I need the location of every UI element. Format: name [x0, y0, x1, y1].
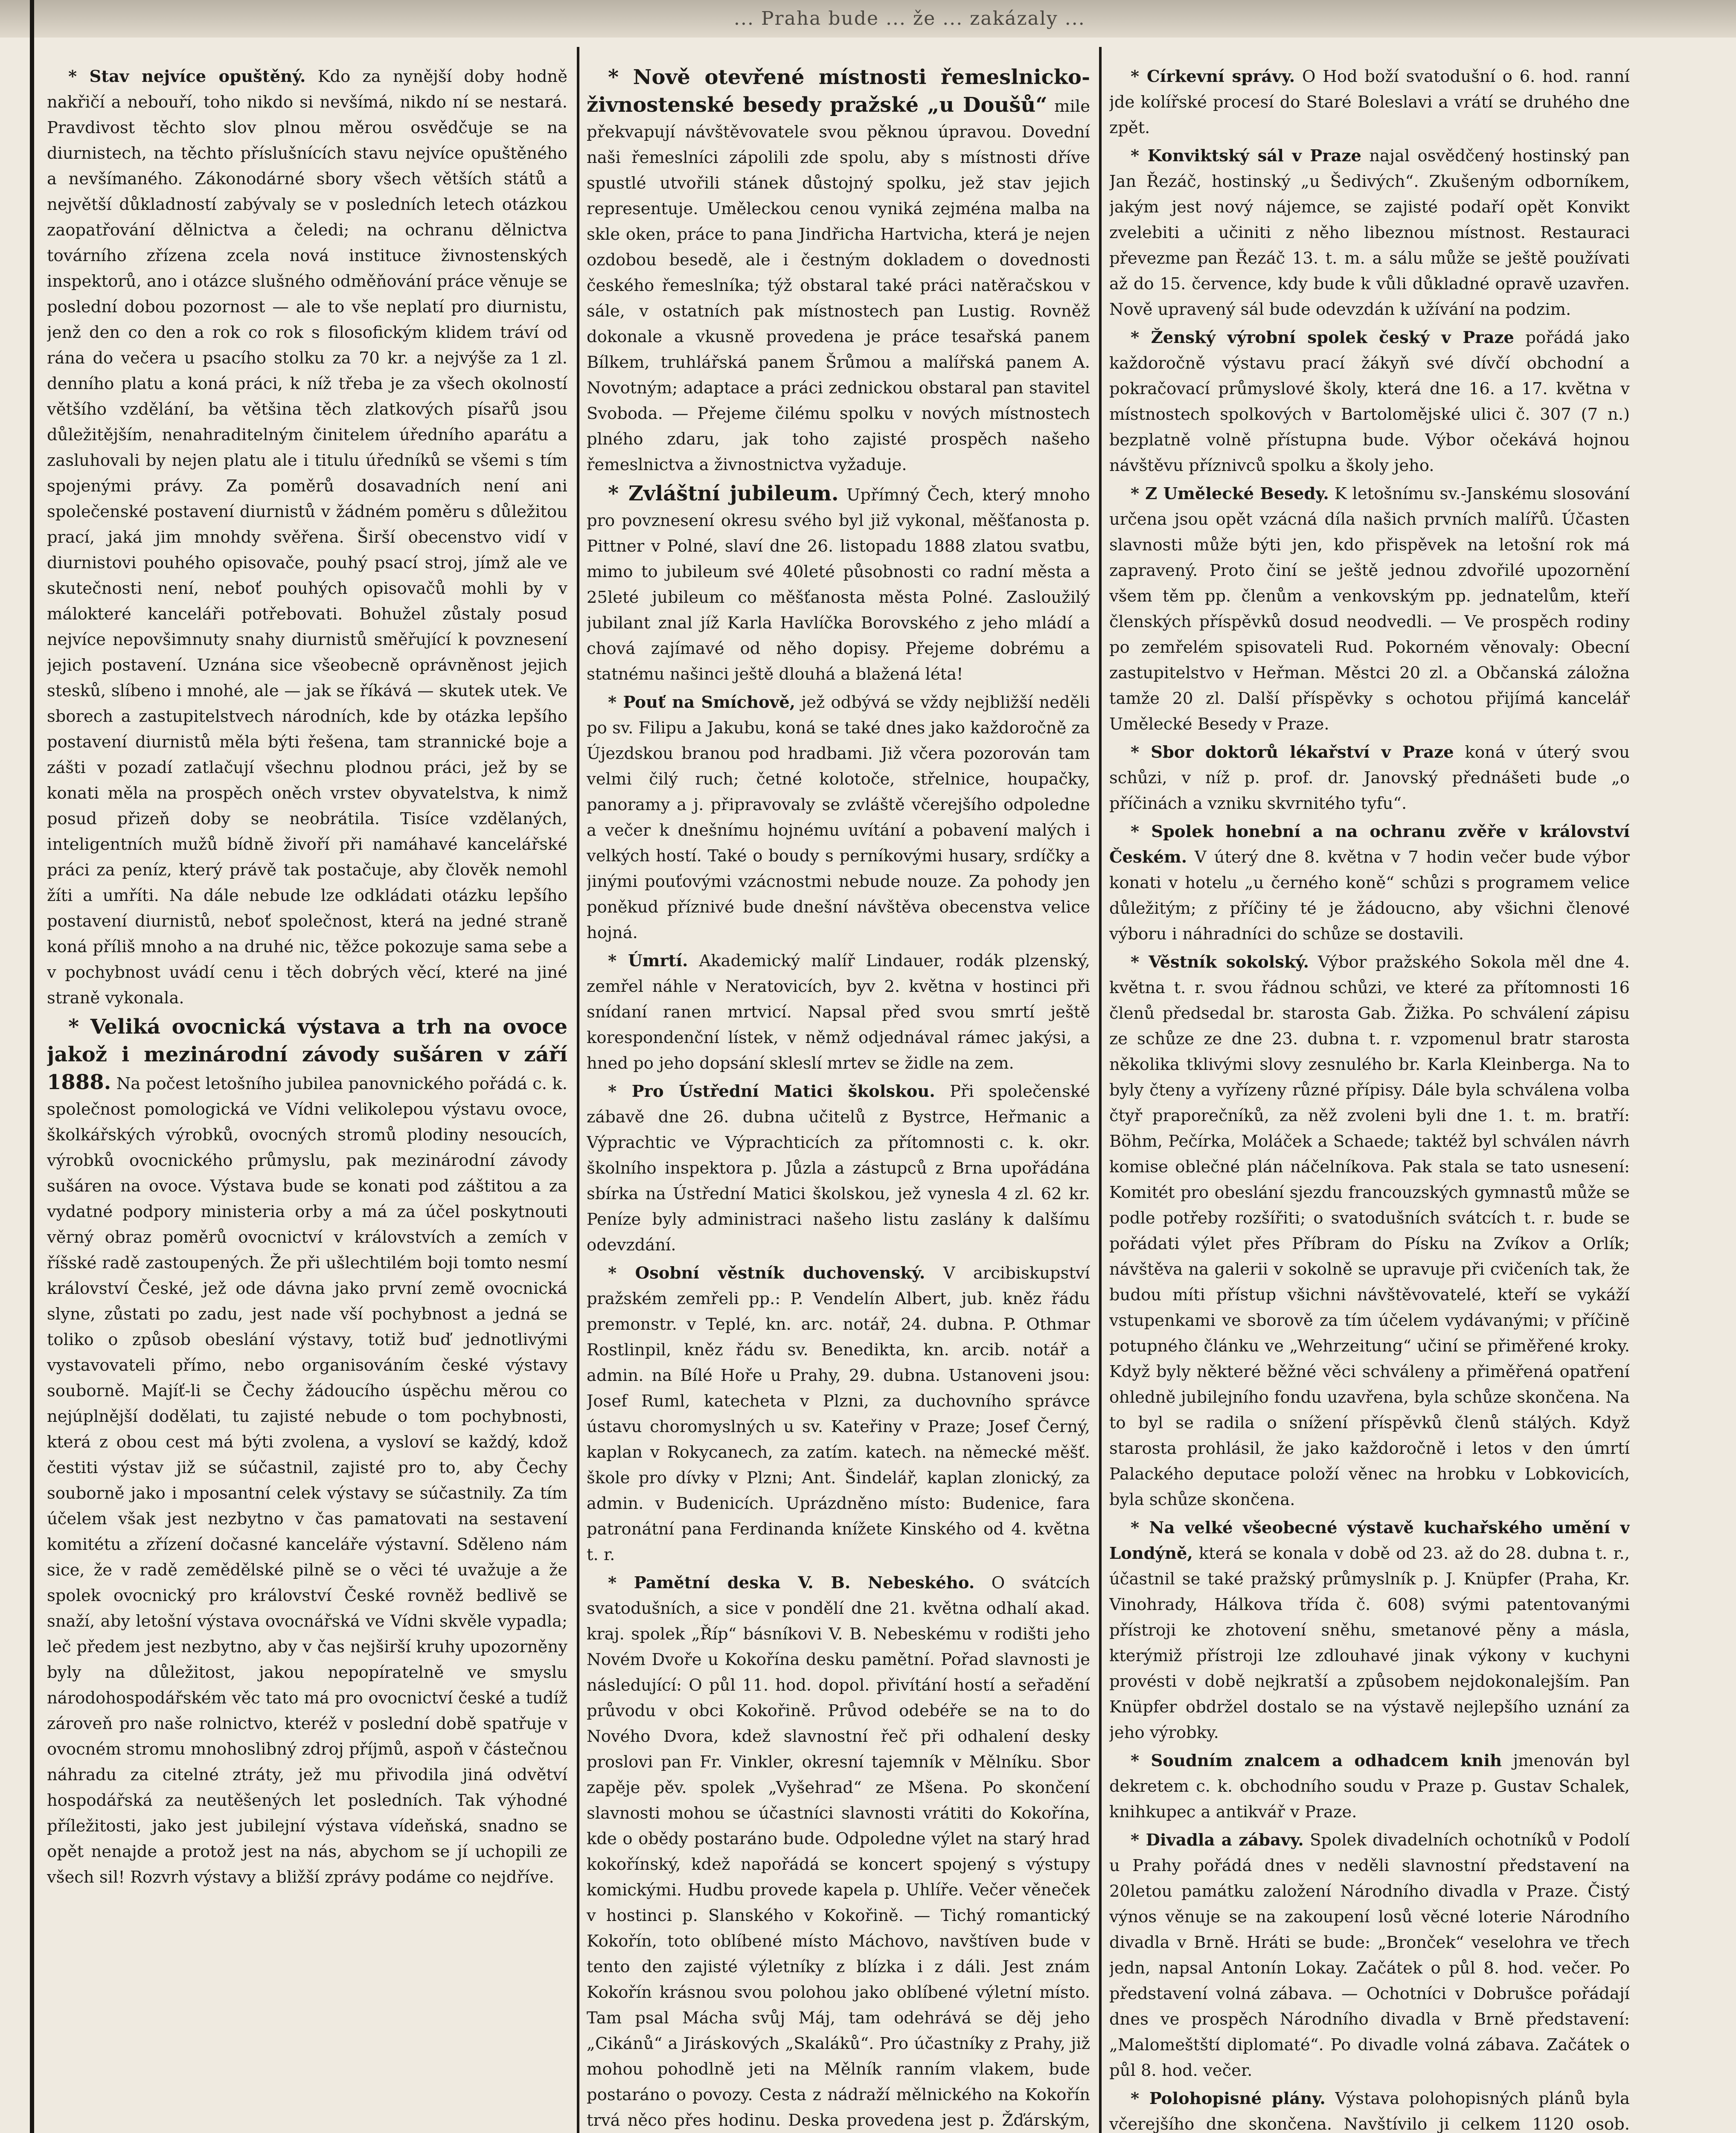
article-heading: * Osobní věstník duchovenský.	[608, 1264, 925, 1283]
article	[47, 64, 567, 1011]
article-body: Upřímný Čech, který mnoho pro povznesení okresu svého byl již vykonal, měšťanosta p. Pittner v Polné, slaví dne 26. listopadu 1888 zlatou svatbu, mimo to jubileum své 40leté působnosti co radní města a 25leté jubileum co měšťanosta města Polné. Zasloužilý jubilant znal jíž Karla Havlíčka Borovského z jeho mládí a chová zajímavé od něho dopisy. Přejeme dobrému a statnému našinci ještě dlouhá a blažená léta!	[587, 485, 1090, 684]
article	[1109, 2086, 1630, 2133]
header-fragment: ... Praha bude ... že ... zakázaly ...	[734, 8, 1085, 29]
article-body: Výbor pražského Sokola měl dne 4. května t. r. svou řádnou schůzi, ve které za přítomnosti 16 členů předsedal br. starosta Gab. Žižka. Po schválení zápisu ze schůze ze dne 23. dubna t. r. vzpomenul bratr starosta několika tklivými slovy zesnulého br. Karla Kleinberga. Na to byly čteny a vyřízeny různé přípisy. Dále byla schválena volba čtyř praporečníků, za něž zvoleni byli dne 1. t. m. bratří: Böhm, Pečírka, Moláček a Schaede; taktéž byl schválen návrh komise oblečné plán náčelníkova. Pak stala se tato usnesení: Komitét pro obeslání sjezdu francouzských gymnastů může se podle potřeby rozšířiti; o svatodušních svátcích t. r. bude se pořádati výlet přes Příbram do Písku na Zvíkov a Orlík; návštěva na galerii v sokolně se upravuje při cvičeních tak, že budou míti přístup všichni návštěvovatelé, kteří se vykáží vstupenkami ve sborově za tím účelem vydávanými; v příčině potupného článku ve „Wehrzeitung“ učiní se přiměřené kroky. Když byly některé běžné věci schváleny a přiměřená opatření ohledně jubilejního fondu uzavřena, byla schůze skončena. Na to byl se radila o snížení příspěvků členů stálých. Když starosta prohlásil, že jako každoročně i letos v den úmrtí Palackého deputace položí věnec na hrobku v Lobkovicích, byla schůze skončena.	[1109, 953, 1630, 1509]
column-rule	[577, 47, 579, 2133]
article-body: Výstava polohopisných plánů byla včerejšího dne skončena. Navštívilo ji celkem 1120 osob.	[1109, 2089, 1630, 2133]
article-body: jmenován byl dekretem c. k. obchodního soudu v Praze p. Gustav Schalek, knihkupec a antikvář v Praze.	[1109, 1751, 1630, 1822]
article	[1109, 740, 1630, 817]
article-heading: * Nově otevřené místnosti řemeslnicko-živnostenské besedy pražské „u Doušů“	[587, 65, 1090, 117]
column-3	[1109, 64, 1630, 2133]
article	[1109, 819, 1630, 947]
article-heading: * Ženský výrobní spolek český v Praze	[1131, 328, 1514, 347]
article-body: K letošnímu sv.-Janskému slosování určena jsou opět vzácná díla našich prvních malířů. Účasten slavnosti může býti jen, kdo přispěvek na letošní rok má zapravený. Proto činí se ještě jednou zdvořilé upozornění všem těm pp. členům a venkovským pp. jednatelům, kteří členských příspěvků dosud neodvedli. — Ve prospěch rodiny po zemřelém spisovateli Rud. Pokorném věnovaly: Obecní zastupitelstvo v Heřman. Městci 20 zl. a Občanská záložna tamže 20 zl. Další příspěvky s ochotou přijímá kancelář Umělecké Besedy v Praze.	[1109, 484, 1630, 734]
article	[1109, 481, 1630, 737]
article-heading: * Věstník sokolský.	[1131, 953, 1309, 972]
article-heading: * Pro Ústřední Matici školskou.	[608, 1082, 935, 1101]
article-heading: * Pouť na Smíchově,	[608, 693, 796, 712]
article-body: najal osvědčený hostinský pan Jan Řezáč, hostinský „u Šedivých“. Zkušeným odborníkem, jakým jest nový nájemce, se zajisté podaří opět Konvikt zvelebiti a učiniti z něho libeznou místnost. Restauraci převezme pan Řezáč 13. t. m. a sálu může se ještě používati až do 15. července, kdy bude k vůli důkladné opravě uzavřen. Nově upravený sál bude odevzdán k užívání na podzim.	[1109, 146, 1630, 319]
article	[1109, 1828, 1630, 2084]
article-heading: * Na velké všeobecné výstavě kuchařského umění v Londýně,	[1109, 1518, 1630, 1563]
article-body: pořádá jako každoročně výstavu prací žákyň své dívčí obchodní a pokračovací průmyslové školy, která dne 16. a 17. května v místnostech spolkových v Bartolomějské ulici č. 307 (7 n.) bezplatně volně přístupna bude. Výbor očekává hojnou návštěvu příznivců spolku a školy jeho.	[1109, 328, 1630, 475]
article	[1109, 64, 1630, 141]
article-body: koná v úterý svou schůzi, v níž p. prof. dr. Janovský přednášeti bude „o příčinách a vzniku skvrnitého tyfu“.	[1109, 743, 1630, 813]
article	[587, 1570, 1090, 2133]
column-2	[587, 64, 1090, 2133]
article-body: Spolek divadelních ochotníků v Podolí u Prahy pořádá dnes v neděli slavnostní představení na 20letou památku založení Národního divadla v Praze. Čistý výnos věnuje se na zakoupení losů věcné loterie Národního divadla v Brně. Hráti se bude: „Bronček“ veselohra ve třech jedn, napsal Antonín Lokay. Začátek o půl 8. hod. večer. Po představení volná zábava. — Ochotníci v Dobrušce pořádají dnes ve prospěch Národního divadla v Brně představení: „Malomeštští diplomaté“. Po divadle volná zábava. Začátek o půl 8. hod. večer.	[1109, 1831, 1630, 2080]
column-rule	[1099, 47, 1102, 2133]
article	[587, 64, 1090, 478]
column-1	[47, 64, 567, 2133]
article-body: O svátcích svatodušních, a sice v pondělí dne 21. května odhalí akad. kraj. spolek „Říp“ básníkovi V. B. Nebeskému v rodišti jeho Novém Dvoře u Kokořína desku pamětní. Pořad slavnosti je následující: O půl 11. hod. dopol. přivítání hostí a seřadění průvodu v obci Kokořině. Průvod odebéře se na to do Nového Dvora, kdež slavnostní řeč při odhalení desky proslovi pan Fr. Vinkler, okresní tajemník v Mělníku. Sbor zapěje pěv. spolek „Vyšehrad“ ze Mšena. Po skončení slavnosti mohou se účastníci slavnosti vrátiti do Kokořína, kde o obědy postaráno bude. Odpoledne výlet na starý hrad kokořínský, kdež napořádá se koncert spojený s výstupy komickými. Hudbu provede kapela p. Uhlíře. Večer věneček v hostinci p. Slanského v Kokořině. — Tichý romantický Kokořín, toto oblíbené místo Máchovo, navštíven bude v tento den zajisté výletníky z blízka i z dáli. Jest znám Kokořín krásnou svou polohou jako oblíbené výletní místo. Tam psal Mácha svůj Máj, tam odehrává se děj jeho „Cikánů“ a Jiráskových „Skaláků“. Pro účastníky z Prahy, již mohou pohodlně jeti na Mělník ranním vlakem, bude postaráno o povozy. Cesta z nádraží mělnického na Kokořín trvá něco přes hodinu. Deska provedena jest p. Žďárským,	[587, 1573, 1090, 2130]
article-body: Na počest letošního jubilea panovnického pořádá c. k. společnost pomologická ve Vídni velikolepou výstavu ovoce, školkářských výrobků, ovocných stromů plodiny nesoucích, výrobků ovocnického průmyslu, pak mezinárodní závody sušáren na ovoce. Výstava bude se konati pod záštitou a za vydatné podpory ministeria orby a má za účel poskytnouti věrný obraz poměrů ovocnictví v královstvích a zemích v říšské radě zastoupených. Že při ušlechtilém boji tomto nesmí království České, jež ode dávna jako první země ovocnická slyne, zůstati po zadu, jest nade vší pochybnost a jedná se toliko o způsob obeslání výstavy, totiž buď jednotlivými vystavovateli přímo, nebo organisováním české výstavy souborně. Majíť-li se Čechy žádoucího úspěchu měrou co nejúplnější dodělati, tu zajisté nebude o tom pochybnosti, která z obou cest má býti zvolena, a vysloví se každý, kdož čestiti výstav již se súčastnil, zajisté pro to, aby Čechy souborně jako i mposantní celek výstavy se súčastnily. Za tím účelem však jest nezbytno v čas pamatovati na sestavení komitétu a zřízení dočasné kanceláře výstavní. Sděleno nám sice, že v radě zemědělské pilně se o věci té uvažuje a že spolek ovocnický pro království České rovněž bedlivě se snaží, aby letošní výstava ovocnářská ve Vídni skvěle vypadla; leč předem jest nezbytno, aby v čas nejširší kruhy upozorněny byly na důležitost, jakou nepopíratelně ve smyslu národohospodářském věc tato má pro ovocnictví české a tudíž zároveň pro naše rolnictvo, kteréž v poslední době spatřuje v ovocném stromu mnohoslibný zdroj příjmů, aspoň v částečnou náhradu za citelné ztráty, jež mu přivodila jiná odvětví hospodářská za neutěšených let posledních. Tak výhodné příležitosti, jako jest jubilejní výstava vídeňská, snadno se opět nenajde a protož jest na nás, abychom se jí uchopili ze všech sil! Rozvrh výstavy a bližší zprávy podáme co nejdříve.	[47, 1074, 567, 1887]
article-body: jež odbývá se vždy nejbližší neděli po sv. Filipu a Jakubu, koná se také dnes jako každoročně za Újezdskou branou pod hradbami. Již včera pozorován tam velmi čilý ruch; četné kolotoče, střelnice, houpačky, panoramy a j. připravovaly se zvláště včerejšího odpoledne a večer k dnešnímu hojnému uvítání a pobavení malých i velkých hostí. Také o boudy s perníkovými husary, srdíčky a jinými pouťovými vzácnostmi nebude nouze. Za pohody jen poněkud příznivé bude dnešní návštěva obecenstva velice hojná.	[587, 693, 1090, 942]
article-heading: * Sbor doktorů lékařství v Praze	[1131, 743, 1454, 762]
article-heading: * Spolek honební a na ochranu zvěře v království Českém.	[1109, 822, 1630, 867]
article	[1109, 1748, 1630, 1825]
article	[47, 1014, 567, 1890]
article-heading: * Pamětní deska V. B. Nebeského.	[608, 1573, 975, 1592]
article	[1109, 950, 1630, 1513]
article	[587, 480, 1090, 687]
article	[587, 1261, 1090, 1568]
article	[587, 948, 1090, 1076]
article-heading: * Polohopisné plány.	[1131, 2089, 1326, 2108]
article-heading: * Církevní správy.	[1131, 67, 1295, 86]
article-body: Kdo za nynější doby hodně nakřičí a nebouří, toho nikdo si nevšímá, nikdo ní se nestará. Pravdivost těchto slov plnou měrou osvědčuje se na diurnistech, na těchto příslušnících stavu nejvíce opuštěného a nevšímaného. Zákonodárné sbory všech větších států a největší důkladností zabývaly se v posledních letech otázkou zaopatřování dělnictva a čeledi; na ochranu dělnictva továrního zřízena zcela nová instituce živnostenských inspektorů, ano i otázce slušného odměňování práce věnuje se poslední dobou pozornost — ale to vše neplatí pro diurnistu, jenž den co den a rok co rok s filosofickým klidem tráví od rána do večera u psacího stolku za 70 kr. a nejvýše za 1 zl. denního platu a koná práci, k níž třeba je za všech okolností většího vzdělání, ba většina těch zlatkových písařů jsou důležitějším, nenahraditelným činitelem úředního aparátu a zasluhovali by nejen platu ale i titulu úředníků se všemi s tím spojenými právy. Za poměrů dosavadních není ani společenské postavení diurnistů v žádném poměru s důležitou prací, jaká jim mnohdy svěřena. Širší obecenstvo vidí v diurnistovi pouhého opisovače, pouhý psací stroj, jímž ale ve skutečnosti není, neboť pouhých opisovačů mohli by v málokteré kanceláři potřebovati. Bohužel zůstaly posud nejvíce nepovšimnuty snahy diurnistů směřující k povznesení jejich postavení. Uznána sice všeobecně oprávněnost jejich stesků, slíbeno i mnohé, ale — jak se říkává — skutek utek. Ve sborech a zastupitelstvech národních, kde by otázka lepšího postavení diurnistů měla býti řešena, tam strannické boje a zášti v pozadí zatlačují všechnu plodnou práci, jež by se konati měla na prospěch oněch vrstev obyvatelstva, k nimž posud přizeň doby se neobrátila. Tisíce vzdělaných, inteligentních mužů bídně živoří při namáhavé kancelářské práci za peníz, který právě tak postačuje, aby člověk nemohl žíti a umříti. Na dále nebude lze odkládati otázku lepšího postavení diurnistů, neboť společnost, která na jedné straně koná příliš mnoho a na druhé nic, těžce pokozuje sama sebe a v pochybnost uvádí cenu i těch dobrých věcí, které na jiné straně vykonala.	[47, 67, 567, 1008]
article	[1109, 143, 1630, 323]
article-heading: * Soudním znalcem a odhadcem knih	[1131, 1751, 1502, 1770]
article-heading: * Zvláštní jubileum.	[608, 482, 839, 506]
binding-edge	[30, 0, 34, 2133]
article-heading: * Veliká ovocnická výstava a trh na ovoce jakož i mezinárodní závody sušáren v září 1888.	[47, 1015, 567, 1094]
article	[1109, 1515, 1630, 1746]
article	[587, 1079, 1090, 1258]
article-heading: * Stav nejvíce opuštěný.	[68, 67, 306, 86]
article-body: která se konala v době od 23. až do 28. dubna t. r., účastnil se také pražský průmyslník p. J. Knüpfer (Praha, Kr. Vinohrady, Hálkova třída č. 608) svými patentovanými přístroji ke zhotovení sněhu, smetanové pěny a másla, kterýmiž přístroji lze zdlouhavé jinak výkony v kuchyni provésti v době nejkratší a způsobem nejdokonalejším. Pan Knüpfer obdržel dostalo se na výstavě nejlepšího uznání za jeho výrobky.	[1109, 1544, 1630, 1742]
torn-top-strip	[0, 0, 1736, 38]
article-heading: * Konviktský sál v Praze	[1131, 146, 1361, 166]
article	[1109, 325, 1630, 479]
article-heading: * Divadla a zábavy.	[1131, 1831, 1304, 1850]
article-body: O Hod boží svatodušní o 6. hod. ranní jde kolířské procesí do Staré Boleslavi a vrátí se druhého dne zpět.	[1109, 67, 1630, 137]
article-body: mile překvapují návštěvovatele svou pěknou úpravou. Dovední naši řemeslníci zápolili zde spolu, aby s místnosti dříve spustlé utvořili stánek důstojný spolku, jež stav jejich representuje. Uměleckou cenou vyniká zejména malba na skle oken, práce to pana Jindřicha Hartvicha, která je nejen ozdobou besedě, ale i čestným dokladem o dovednosti českého řemeslníka; týž obstaral také práci natěračskou v sále, v ostatních pak místnostech pan Lustig. Rovněž dokonale a vkusně provedena je práce tesařská panem Bílkem, truhlářská panem Šrůmou a malířská panem A. Novotným; adaptace a práci zednickou obstaral pan stavitel Svoboda. — Přejeme čilému spolku v nových místnostech plného zdaru, jak toho zajisté prospěch našeho řemeslnictva a živnostnictva vyžaduje.	[587, 97, 1090, 474]
article	[587, 690, 1090, 946]
article-body: V úterý dne 8. května v 7 hodin večer bude výbor konati v hotelu „u černého koně“ schůzi s programem velice důležitým; z příčiny té je žádoucno, aby všichni členové výboru i náhradníci do schůze se dostavili.	[1109, 848, 1630, 944]
article-heading: * Úmrtí.	[608, 951, 688, 971]
article-heading: * Z Umělecké Besedy.	[1131, 484, 1329, 503]
article-body: Akademický malíř Lindauer, rodák plzenský, zemřel náhle v Neratovicích, byv 2. května v hostinci při snídaní ranen mrtvicí. Napsal před svou smrtí ještě korespondenční lístek, v němž odjednával rámec jakýsi, a hned po jeho dopsání skleslí mrtev se židle na zem.	[587, 951, 1090, 1073]
article-body: Při společenské zábavě dne 26. dubna učitelů z Bystrce, Heřmanic a Výprachtic ve Výprachticích za přítomnosti c. k. okr. školního inspektora p. Jůzla a zástupců z Brna upořádána sbírka na Ústřední Matici školskou, jež vynesla 4 zl. 62 kr. Peníze byly administraci našeho listu zaslány k dalšímu odevzdání.	[587, 1082, 1090, 1255]
article-body: V arcibiskupství pražském zemřeli pp.: P. Vendelín Albert, jub. kněz řádu premonstr. v Teplé, kn. arc. notář, 24. dubna. P. Othmar Rostlinpil, kněz řádu sv. Benedikta, kn. arcib. notář a admin. na Bílé Hoře u Prahy, 29. dubna. Ustanoveni jsou: Josef Ruml, katecheta v Plzni, za duchovního správce ústavu choromyslných u sv. Kateřiny v Praze; Josef Černý, kaplan v Rokycanech, za zatím. katech. na německé měšť. škole pro dívky v Plzni; Ant. Šindelář, kaplan zlonický, za admin. v Budenicích. Uprázdněno místo: Budenice, fara patronátní pana Ferdinanda knížete Kinského od 4. května t. r.	[587, 1264, 1090, 1564]
